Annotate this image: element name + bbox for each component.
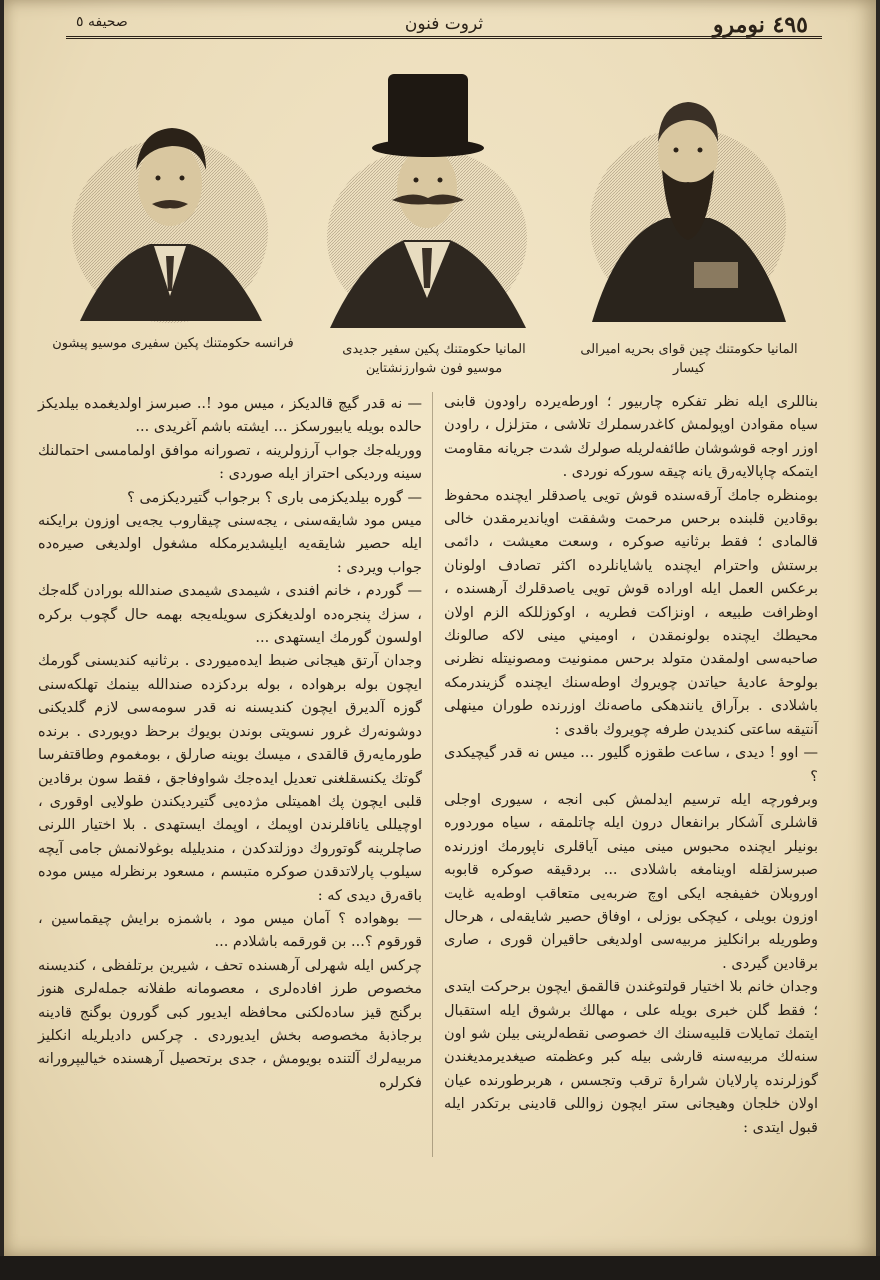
paragraph: — نه قدر گيچ قالديكز ، ميس مود !.. صبرسز اولديغمده بيلديكز حالده بويله يابيورسكز ... ايشته باشم آغريدى ... — [38, 396, 422, 436]
caption-middle-line2: موسيو فون شوارزنشتاين — [365, 361, 503, 376]
header-rule — [66, 36, 822, 39]
paragraph: — اوو ! ديدى ، ساعت طقوزه گليور ... ميس نه قدر گيچيكدى ؟ — [444, 745, 818, 785]
portrait-von-schwarzenstein — [322, 68, 532, 330]
scan-edge — [0, 1256, 880, 1280]
issue-number: ٤٩٥ نومرو — [712, 12, 808, 38]
caption-right-text: المانيا حكومتنك چين قواى بحريه اميرالى كيسار — [580, 342, 798, 376]
paragraph: ووريله‌جك جواب آرزولرينه ، تصورانه موافق اولمامسى احتمالنك سينه ورديكى احتراز ايله صوردى : — [38, 442, 422, 483]
caption-von-schwarzenstein — [304, 340, 564, 378]
publication-title: ثروت فنون — [404, 14, 484, 34]
text-column-right — [444, 391, 818, 1140]
caption-admiral-kaiser — [574, 340, 804, 378]
caption-pichon — [48, 334, 298, 353]
column-divider — [432, 392, 433, 1157]
caption-middle-line1: المانيا حكومتنك پكين سفير جديدى — [342, 342, 526, 357]
portrait-admiral-kaiser — [588, 84, 788, 324]
engraving-portrait-icon — [588, 84, 788, 324]
paragraph: وجدان خانم بلا اختيار قولتوغندن قالقمق ايچون برحركت ايتدى ؛ فقط گلن خبرى بويله على ، مهالك برشوق ايله استقبال ايتمك تمايلات قلبيه‌سنك اك خصوصى نقطه‌لرينى بيلن شو اون سنه‌لك مربيه‌سنه قارشى بيله كبر وعظمته صيغديرمديغندن گوزلرنده پارلايان شرارهٔ ترقب وتجسس ، هربرطورنده عيان اولان خلجان وهيجانى ستر ايچون زواللى قادينى برتكدر ايله قبول ايتدى : — [444, 979, 818, 1136]
page-header — [66, 8, 822, 38]
paragraph: وجدان آرتق هيجانى ضبط ايده‌ميوردى . برثانيه كنديسنى گورمك ايچون بوله برهواده ، بوله بردكزده صندالله بينمك تهلكه‌سنى گوزه آلديرق ايچون كنديسنه نه قدر سومه‌سى لازم گلديكنى دوشونه‌رك غرور نسويتى بوندن بويوك برحظ دويوردى . برنده طورمايه‌رق قالقدى ، ميسك بوينه صارلق ، بومغموم وطاقتفرسا گوتك يكنسقلغنى تعديل ايده‌جك شواوفاجق ، فقط سون برقادين قلبى ايچون پك اهميتلى مژده‌يى گتيرديكندن طولايى اوقورى ، اوچيللى ياناقلرندن اوپمك ، اوپمك ايستهدى . بلا اختيار اللرنى صاچلرينه گوتوروك دوزلتدكدن ، منديليله بوغولانمش جامى آيچه سيلوب پارلاتدقدن صوكره متبسم ، مسعود برنظرله ميس موده باقه‌رق ديدى كه : — [38, 653, 422, 904]
paragraph: بومنظره جامك آرقه‌سنده قوش تويى ياصدقلر ايچنده محفوظ بوقادين قلبنده برحس مرحمت وشفقت اويانديرمقدن خالى قالمادى ؛ فقط برثانيه صوكره ، وسعت معيشت ، دائمى برستش واحترام ايچنده ياشايانلرده اكثر تصادف اولونان برعكس العمل ايله اوراده قوش تويى ياصدقلرك آرهسنده ، اوظرافت طبيعه ، اونزاكت فطريه ، اوكوزللكه الزم اولان محيطك ايچنده بولونمقدن ، اوميني مينى لاكه صالونك صاحبه‌سى اولمقدن متولد برحس ممنونيت ومصونيتله نظرنى بولوحهٔ عاديهٔ حياتدن چويروك اوطه‌سنك ايچنده گزيندرمكه باشلادى . برآراق يانندهكى ماصه‌نك اوزرنده طوران مينهلى آنتيقه ساعتى كنديدن طرفه چويروك باقدى : — [444, 487, 818, 738]
paragraph: — بوهواده ؟ آمان ميس مود ، باشمزه برايش چيقماسين ، قورقوم ؟... بن قورقمه باشلادم ... — [38, 910, 422, 951]
paragraph: — گوردم ، خانم افندى ، شيمدى شيمدى صندالله بورادن گله‌جك ، سزك پنجره‌ده اولديغكزى سويله‌يجه بهمه حال گچوب بركره اولسون گورمك ايستهدى ... — [38, 583, 422, 647]
paragraph: بناللرى ايله نظر تفكره چاربيور ؛ اورطه‌يرده راودون قابنى سياه مقوادن اوپولمش كاغدرسملرك تلاشى ، متزلزل ، راودن اوزر اوجه قوشوشان طائفه‌لريله صولرك شدت جريانه مقاومت ايتمكه چاپالايه‌رق يانه چيقه سوركه نوردى . — [444, 394, 818, 481]
paragraph: ميس مود شايقه‌سنى ، يجه‌سنى چيقاروب يجه‌يى اوزون برايكنه ايله حصير شايقه‌يه ايليشديرمكله مشغول اولديغى صيره‌ده جواب ويردى : — [38, 513, 422, 576]
engraving-portrait-icon — [322, 68, 532, 330]
portrait-pichon — [70, 96, 270, 336]
text-column-left — [38, 393, 422, 1095]
paragraph: وبرفورچه ايله ترسيم ايدلمش كبى انجه ، سيورى اوجلى قاشلرى آشكار برانفعال درون ايله چاتلمقه ، سياه موردوره بونيلر ايچنده محبوس مينى مينى آياقلرى ناپورمك اوزرنده صبرسزلقله اوينامغه باشلادى ... بردقيقه صوكره قابوبه اوروبلان خفيفجه ايكى اوچ ضربه‌يى متعاقب اوطه‌يه غايت اوزون بويلى ، كيچكى بوزلى ، اوفاق حصير شايقه‌لى ، هرحال وطوريله برانكليز مربيه‌سى اولديغى حاقيران قورى ، صارى برقادين گيردى . — [444, 791, 818, 972]
page-number: صحيفه ٥ — [76, 14, 128, 30]
caption-left-text: فرانسه حكومتنك پكين سفيرى موسيو پيشون — [52, 336, 294, 351]
paragraph: — گوره بيلديكزمى بارى ؟ برجواب گتيرديكزمى ؟ — [127, 489, 422, 506]
paragraph: چركس ايله شهرلى آرهسنده تحف ، شيرين برتلفظى ، كنديسنه مخصوص طرز افاده‌لرى ، معصومانه طفلانه جمله‌لرى هنوز برگنج قيز ساده‌لكنى محافظه ايديور كبى گورون بوگنج قادينه برجاذبهٔ مخصوصه بخش ايديوردى . چركس داديلريله انكليز مربيه‌لرك آلتنده بويومش ، جدى برتحصيل آرهسنده خياليپرورانه فكرلره — [38, 957, 422, 1091]
newspaper-page — [4, 0, 876, 1256]
engraving-portrait-icon — [70, 96, 270, 336]
